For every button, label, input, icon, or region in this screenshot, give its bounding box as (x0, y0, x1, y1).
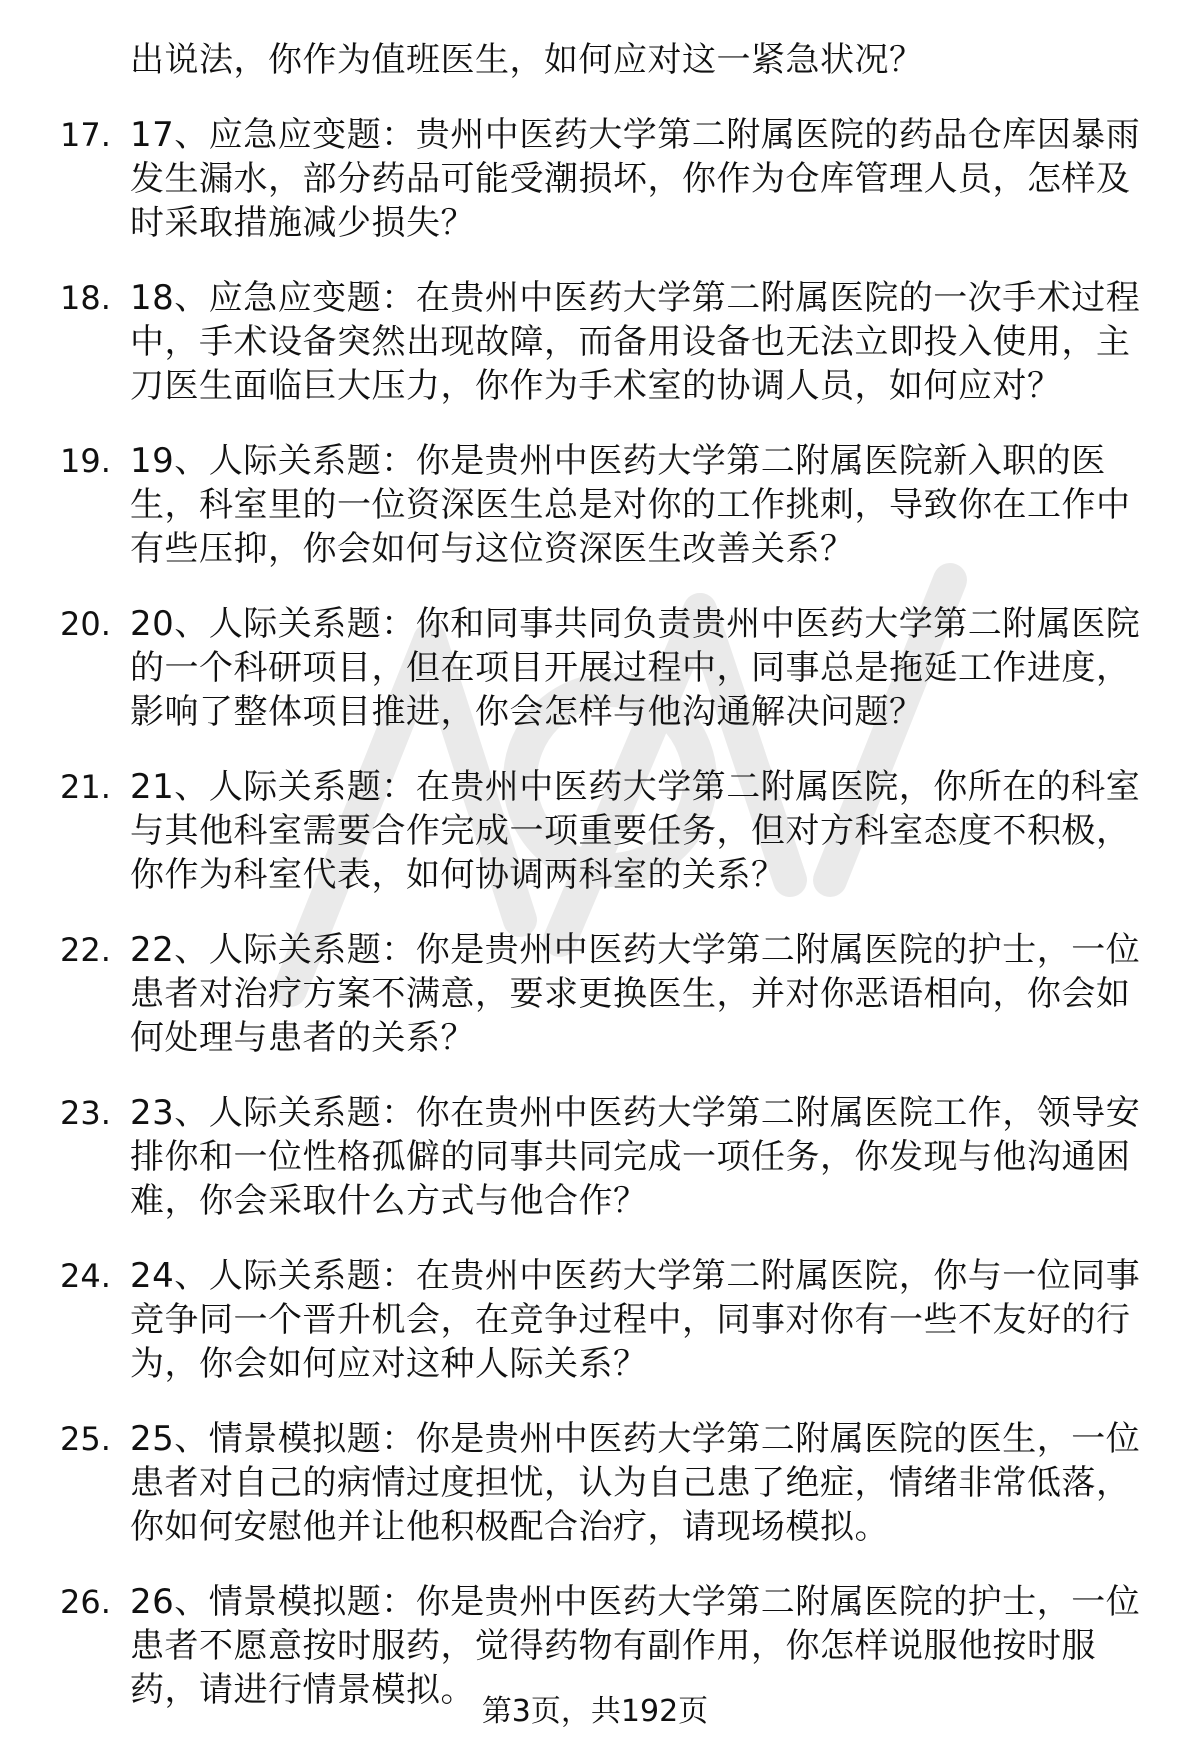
list-item (60, 1417, 1150, 1549)
item-text: 19、人际关系题：你是贵州中医药大学第二附属医院新入职的医生，科室里的一位资深医生总是对你的工作挑刺，导致你在工作中有些压抑，你会如何与这位资深医生改善关系？ (130, 441, 1131, 569)
item-text: 21、人际关系题：在贵州中医药大学第二附属医院，你所在的科室与其他科室需要合作完成一项重要任务，但对方科室态度不积极，你作为科室代表，如何协调两科室的关系？ (130, 767, 1141, 895)
item-number: 23. (60, 1094, 111, 1132)
item-number: 25. (60, 1420, 111, 1458)
list-item (60, 602, 1150, 734)
list-item (60, 276, 1150, 408)
page-footer: 第3页，共192页 (481, 1694, 709, 1729)
continuation-text: 出说法，你作为值班医生，如何应对这一紧急状况？ (130, 40, 924, 80)
item-number: 17. (60, 116, 111, 154)
item-text: 20、人际关系题：你和同事共同负责贵州中医药大学第二附属医院的一个科研项目，但在项目开展过程中，同事总是拖延工作进度，影响了整体项目推进，你会怎样与他沟通解决问题？ (130, 604, 1141, 732)
question-list (60, 38, 1150, 1712)
item-text: 17、应急应变题：贵州中医药大学第二附属医院的药品仓库因暴雨发生漏水，部分药品可能受潮损坏，你作为仓库管理人员，怎样及时采取措施减少损失？ (130, 115, 1141, 243)
list-item (60, 928, 1150, 1060)
item-text: 18、应急应变题：在贵州中医药大学第二附属医院的一次手术过程中，手术设备突然出现故障，而备用设备也无法立即投入使用，主刀医生面临巨大压力，你作为手术室的协调人员，如何应对？ (130, 278, 1141, 406)
item-text: 25、情景模拟题：你是贵州中医药大学第二附属医院的医生，一位患者对自己的病情过度担忧，认为自己患了绝症，情绪非常低落，你如何安慰他并让他积极配合治疗，请现场模拟。 (130, 1419, 1141, 1547)
list-item (60, 113, 1150, 245)
item-number: 19. (60, 442, 111, 480)
list-item (60, 1091, 1150, 1223)
item-text: 26、情景模拟题：你是贵州中医药大学第二附属医院的护士，一位患者不愿意按时服药，觉得药物有副作用，你怎样说服他按时服药，请进行情景模拟。 (130, 1582, 1141, 1710)
item-number: 18. (60, 279, 111, 317)
list-item (60, 439, 1150, 571)
item-number: 26. (60, 1583, 111, 1621)
list-item (60, 1254, 1150, 1386)
item-text: 23、人际关系题：你在贵州中医药大学第二附属医院工作，领导安排你和一位性格孤僻的同事共同完成一项任务，你发现与他沟通困难，你会采取什么方式与他合作？ (130, 1093, 1141, 1221)
item-number: 22. (60, 931, 111, 969)
list-item (60, 765, 1150, 897)
item-number: 24. (60, 1257, 111, 1295)
item-number: 20. (60, 605, 111, 643)
item-text: 24、人际关系题：在贵州中医药大学第二附属医院，你与一位同事竞争同一个晋升机会，在竞争过程中，同事对你有一些不友好的行为，你会如何应对这种人际关系？ (130, 1256, 1141, 1384)
item-number: 21. (60, 768, 111, 806)
item-text: 22、人际关系题：你是贵州中医药大学第二附属医院的护士，一位患者对治疗方案不满意，要求更换医生，并对你恶语相向，你会如何处理与患者的关系？ (130, 930, 1141, 1058)
